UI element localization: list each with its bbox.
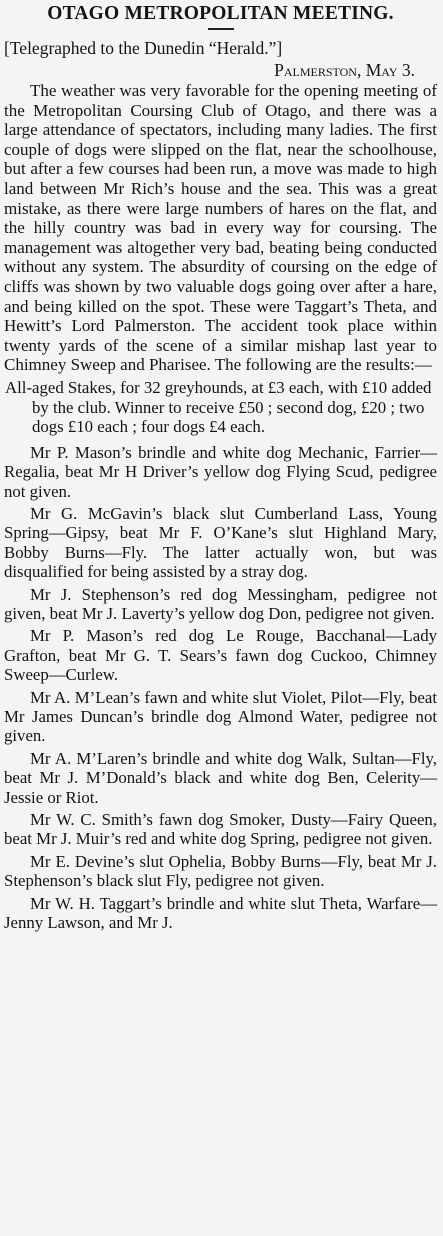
result-item: Mr A. M’Lean’s fawn and white slut Violet, Pilot—Fly, beat Mr James Duncan’s brindle dog Almond Water, pedigree not given. [4,687,437,746]
result-item: Mr W. C. Smith’s fawn dog Smoker, Dusty—Fairy Queen, beat Mr J. Muir’s red and white dog Spring, pedigree not given. [4,810,437,849]
result-item: Mr J. Stephenson’s red dog Messingham, pedigree not given, beat Mr J. Laverty’s yellow dog Don, pedigree not given. [4,584,437,623]
result-item: Mr P. Mason’s brindle and white dog Mechanic, Farrier—Regalia, beat Mr H Driver’s yellow dog Flying Scud, pedigree not given. [4,442,437,501]
stakes-paragraph: All-aged Stakes, for 32 greyhounds, at £3 each, with £10 added by the club. Winner to receive £50 ; second dog, £20 ; two dogs £10 each ; four dogs £4 each. [5,377,432,437]
result-item: Mr E. Devine’s slut Ophelia, Bobby Burns—Fly, beat Mr J. Stephenson’s black slut Fly, pedigree not given. [4,851,437,891]
headline-rule [208,28,234,30]
intro-paragraph: The weather was very favorable for the opening meeting of the Metropolitan Coursing Club of Otago, and there was a large attendance of spectators, including many ladies. The first couple of dogs were slipped on the flat, near the schoolhouse, but after a few courses had been run, a move was made to high land between Mr Rich’s house and the sea. This was a great mistake, as there were large numbers of hares on the flat, and the hilly country was bad in every way for coursing. The management was altogether very bad, beating being conducted without any system. The absurdity of coursing on the edge of cliffs was shown by two valuable dogs going over after a hare, and being killed on the spot. These were Taggart’s Theta, and Hewitt’s Lord Palmerston. The accident took place within twenty yards of the scene of a similar mishap last year to Chimney Sweep and Pharisee. The following are the results:— [4,81,437,375]
result-item: Mr P. Mason’s red dog Le Rouge, Bacchanal—Lady Grafton, beat Mr G. T. Sears’s fawn dog Cuckoo, Chimney Sweep—Curlew. [4,626,437,685]
article-headline: OTAGO METROPOLITAN MEETING. [47,3,394,24]
result-item: Mr W. H. Taggart’s brindle and white slut Theta, Warfare—Jenny Lawson, and Mr J. [4,893,437,933]
result-item: Mr A. M’Laren’s brindle and white dog Walk, Sultan—Fly, beat Mr J. M’Donald’s black and white dog Ben, Celerity—Jessie or Riot. [4,748,437,807]
dateline: Palmerston, May 3. [274,60,415,80]
telegraph-credit: [Telegraphed to the Dunedin “Herald.”] [4,38,283,58]
result-item: Mr G. McGavin’s black slut Cumberland Lass, Young Spring—Gipsy, beat Mr F. O’Kane’s slut Highland Mary, Bobby Burns—Fly. The latter actually won, but was disqualified for being assisted by a stray dog. [4,503,437,582]
results-list [4,443,437,933]
